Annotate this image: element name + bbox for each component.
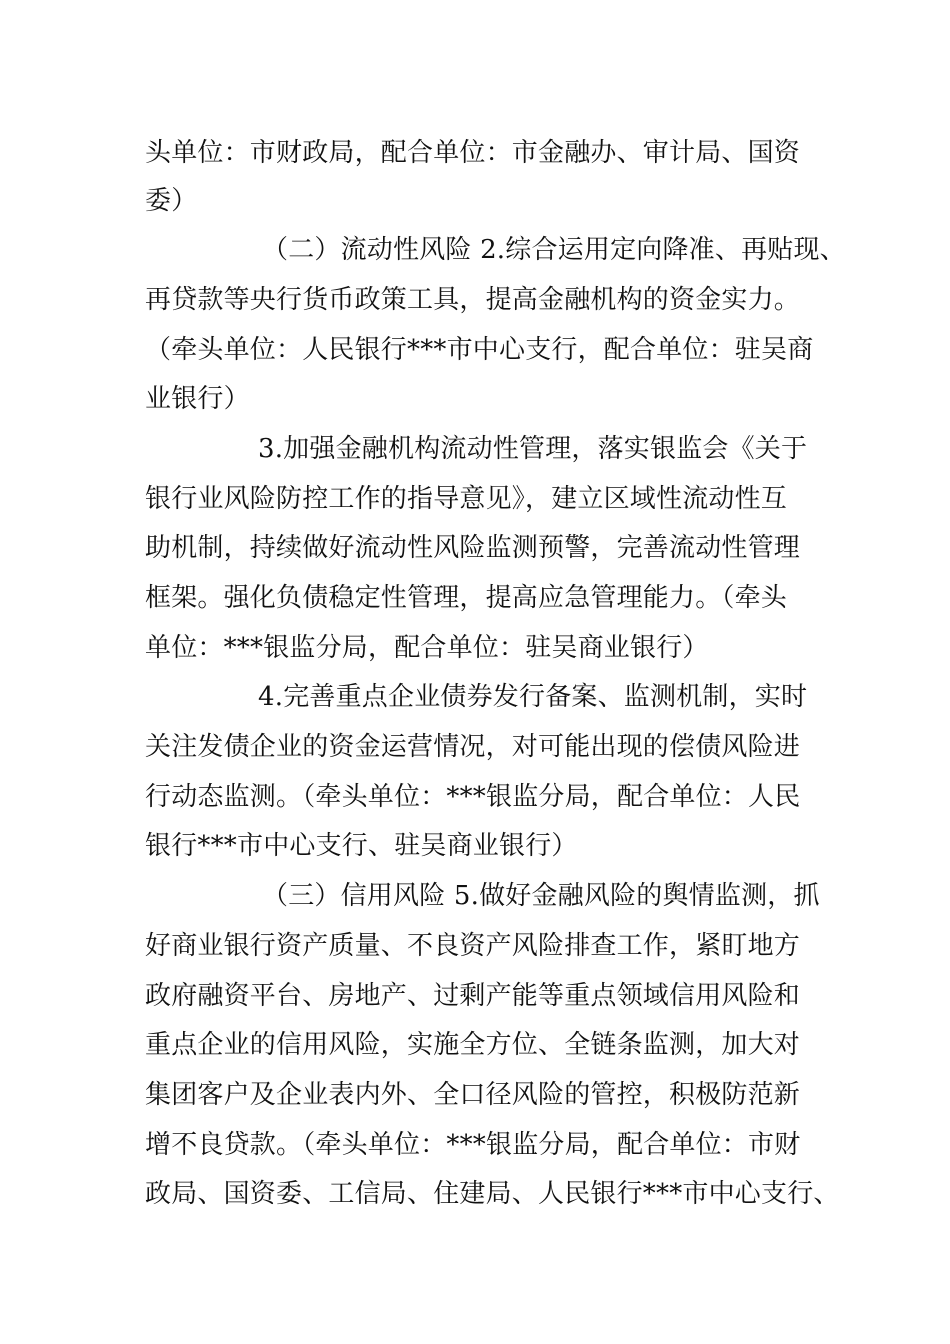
- text-line: 再贷款等央行货币政策工具，提高金融机构的资金实力。: [145, 285, 801, 315]
- text-line: 银行业风险防控工作的指导意见》，建立区域性流动性互: [145, 484, 788, 514]
- text-line: 关注发债企业的资金运营情况，对可能出现的偿债风险进: [145, 732, 801, 762]
- paragraph-item-4: 4.完善重点企业债券发行备案、监测机制，实时: [258, 682, 808, 712]
- text-line: 政局、国资委、工信局、住建局、人民银行***市中心支行、: [145, 1179, 840, 1209]
- text-line: 集团客户及企业表内外、全口径风险的管控，积极防范新: [145, 1080, 801, 1110]
- text-line: （牵头单位：人民银行***市中心支行，配合单位：驻吴商: [145, 335, 814, 365]
- section-heading-liquidity-risk: （二）流动性风险 2.综合运用定向降准、再贴现、: [262, 235, 846, 265]
- text-line: 政府融资平台、房地产、过剩产能等重点领域信用风险和: [145, 981, 801, 1011]
- text-line: 行动态监测。（牵头单位：***银监分局，配合单位：人民: [145, 782, 801, 812]
- section-heading-credit-risk: （三）信用风险 5.做好金融风险的舆情监测，抓: [262, 881, 820, 911]
- text-line: 重点企业的信用风险，实施全方位、全链条监测，加大对: [145, 1030, 801, 1060]
- text-line: 框架。强化负债稳定性管理，提高应急管理能力。（牵头: [145, 583, 788, 613]
- text-line: 银行***市中心支行、驻吴商业银行）: [145, 831, 578, 861]
- text-line: 单位：***银监分局，配合单位：驻吴商业银行）: [145, 633, 709, 663]
- text-line: 增不良贷款。（牵头单位：***银监分局，配合单位：市财: [145, 1130, 801, 1160]
- text-line: 好商业银行资产质量、不良资产风险排查工作，紧盯地方: [145, 931, 801, 961]
- paragraph-item-3: 3.加强金融机构流动性管理，落实银监会《关于: [258, 434, 808, 464]
- text-line: 委）: [145, 186, 198, 216]
- text-line: 业银行）: [145, 384, 250, 414]
- text-line: 助机制，持续做好流动性风险监测预警，完善流动性管理: [145, 533, 801, 563]
- text-line: 头单位：市财政局，配合单位：市金融办、审计局、国资: [145, 138, 801, 168]
